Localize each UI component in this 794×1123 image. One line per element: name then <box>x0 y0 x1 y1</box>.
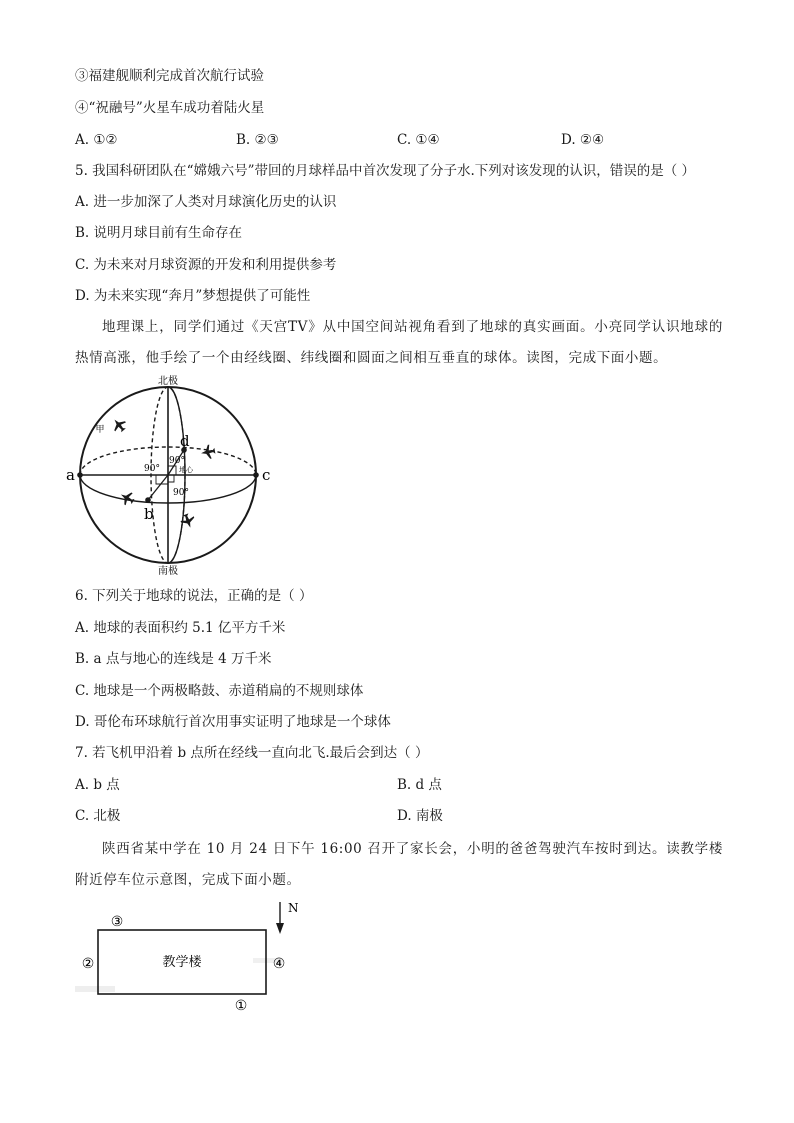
q6-option-b: B. a 点与地心的连线是 4 万千米 <box>75 651 272 667</box>
q7-option-d: D. 南极 <box>397 808 443 824</box>
q5-option-c: C. 为未来对月球资源的开发和利用提供参考 <box>75 257 337 273</box>
q4-item-4: ④“祝融号”火星车成功着陆火星 <box>75 100 265 116</box>
label-south-pole: 南极 <box>158 566 178 577</box>
label-angle-2: 90° <box>169 456 185 466</box>
point-b <box>145 497 151 503</box>
q6-option-c: C. 地球是一个两极略鼓、赤道稍扁的不规则球体 <box>75 683 364 699</box>
parking-spot-4: ④ <box>272 956 286 972</box>
passage-globe-intro: 地理课上，同学们通过《天宫TV》从中国空间站视角看到了地球的真实画面。小亮同学认识地球的热情高涨，他手绘了一个由经线圈、纬线圈和圆面之间相互垂直的球体。读图，完成下面小题。 <box>75 319 723 366</box>
label-jia: 甲 <box>95 425 105 435</box>
airplane-jia-icon <box>109 415 129 435</box>
parking-spot-1: ① <box>234 998 248 1014</box>
point-a <box>77 472 83 478</box>
q6-stem: 6. 下列关于地球的说法，正确的是（ ） <box>75 588 313 604</box>
q6-option-d: D. 哥伦布环球航行首次用事实证明了地球是一个球体 <box>75 714 391 730</box>
q4-item-3: ③福建舰顺利完成首次航行试验 <box>75 68 264 84</box>
label-earth-center: 地心 <box>179 466 193 474</box>
q5-option-d: D. 为未来实现“奔月”梦想提供了可能性 <box>75 288 311 304</box>
north-arrow-icon <box>276 923 284 934</box>
building-label: 教学楼 <box>162 955 202 970</box>
globe-diagram <box>66 374 271 577</box>
point-c <box>253 472 259 478</box>
label-d: d <box>180 432 190 450</box>
parking-spot-3: ③ <box>110 914 124 930</box>
q6-option-a: A. 地球的表面积约 5.1 亿平方千米 <box>75 620 286 636</box>
label-angle-3: 90° <box>173 488 189 498</box>
label-north-pole: 北极 <box>158 376 178 387</box>
label-b: b <box>144 505 154 523</box>
label-a: a <box>66 466 75 484</box>
q7-option-a: A. b 点 <box>75 777 120 793</box>
label-angle-1: 90° <box>144 464 160 474</box>
q4-option-b: B. ②③ <box>236 132 279 148</box>
parking-spot-2: ② <box>81 956 95 972</box>
q7-option-b: B. d 点 <box>397 777 442 793</box>
q7-option-c: C. 北极 <box>75 808 121 824</box>
parking-diagram <box>75 898 305 1018</box>
q5-stem: 5. 我国科研团队在“嫦娥六号”带回的月球样品中首次发现了分子水.下列对该发现的认识，错误的是（ ） <box>75 163 696 179</box>
north-label: N <box>288 901 299 915</box>
q4-option-d: D. ②④ <box>561 132 605 148</box>
q4-option-c: C. ①④ <box>397 132 440 148</box>
q5-option-a: A. 进一步加深了人类对月球演化历史的认识 <box>75 194 337 210</box>
q7-stem: 7. 若飞机甲沿着 b 点所在经线一直向北飞.最后会到达（ ） <box>75 745 429 761</box>
q4-option-a: A. ①② <box>75 132 118 148</box>
q5-option-b: B. 说明月球目前有生命存在 <box>75 225 243 241</box>
airplane-icon <box>200 444 216 460</box>
label-c: c <box>262 466 271 484</box>
passage-parking-intro: 陕西省某中学在 10 月 24 日下午 16:00 召开了家长会，小明的爸爸驾驶汽车按时到达。读教学楼附近停车位示意图，完成下面小题。 <box>75 841 723 888</box>
